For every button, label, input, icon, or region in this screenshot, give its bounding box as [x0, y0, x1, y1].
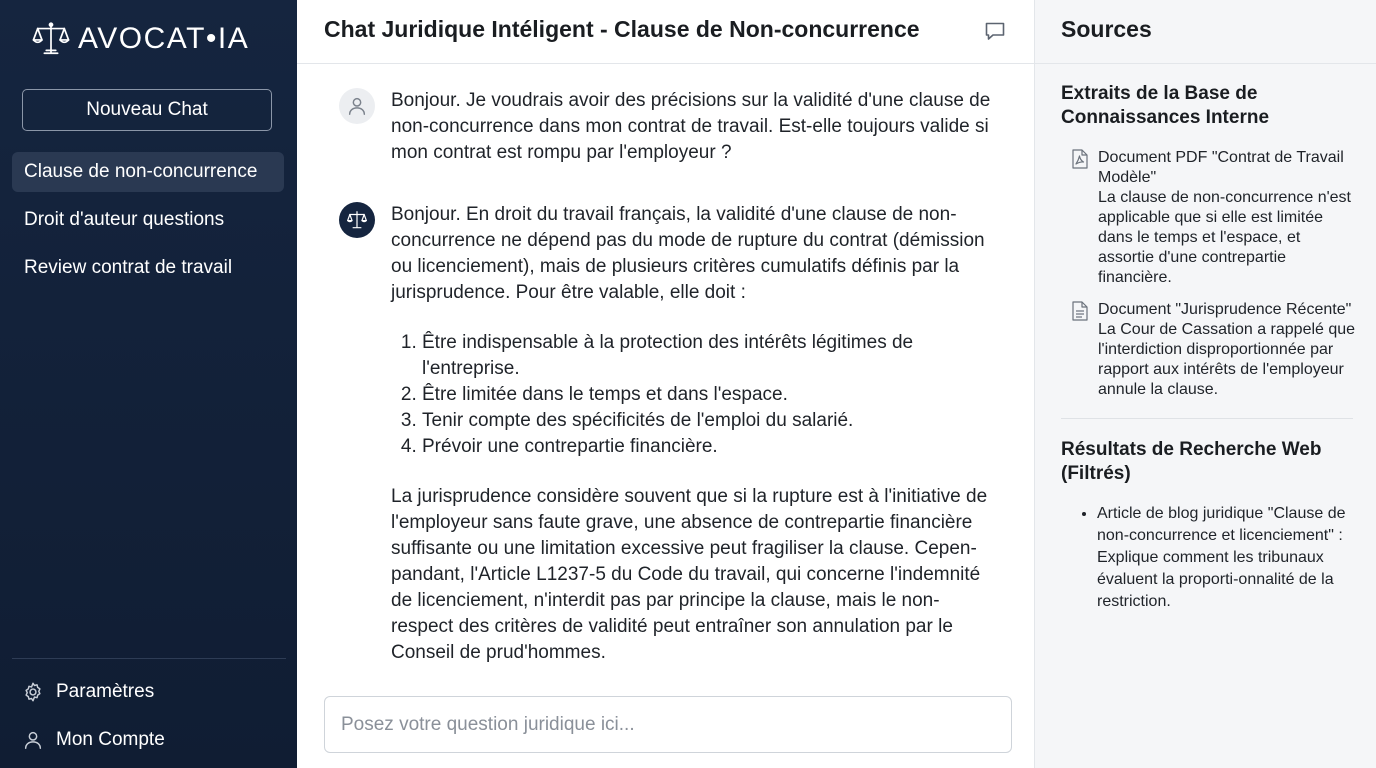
source-item-title: Document PDF "Contrat de Travail Modèle" — [1098, 149, 1344, 186]
web-results-title: Résultats de Recherche Web (Filtrés) — [1061, 439, 1322, 484]
source-item-excerpt: La Cour de Cassation a rappelé que l'interdiction disproportionnée par rapport aux intérêts de l'employeur annule la clause. — [1098, 321, 1356, 398]
assistant-conclusion: La jurisprudence considère souvent que si la rupture est à l'initiative de l'employeur sans faute grave, une absence de contrepartie financière suffisante ou une limitation excessive peut fragiliser la clause. Cepen-pandant, l'Article L1237-5 du Code du travail, qui concerne l'indemnité de licenciement, n'interdit pas par principe la clause, mais le non-respect des critères de validité peut entraîner son annulation par le Conseil de prud'hommes. — [391, 486, 988, 663]
sources-divider — [1061, 418, 1353, 419]
page-title: Chat Juridique Intéligent - Clause de Non-concurrence — [324, 16, 920, 42]
conversation-item-droit-auteur[interactable]: Droit d'auteur questions — [24, 209, 225, 230]
source-item-text — [1098, 148, 1356, 288]
chat-header — [297, 0, 1034, 64]
assistant-avatar — [339, 202, 375, 238]
sidebar — [0, 0, 297, 768]
criteria-item: 3. Tenir compte des spécificités de l'emploi du salarié. — [422, 408, 991, 434]
sources-header — [1035, 0, 1376, 64]
settings-label: Paramètres — [56, 681, 155, 702]
user-icon — [22, 729, 44, 751]
chat-panel — [297, 0, 1034, 768]
conversation-item-non-concurrence[interactable]: Clause de non-concurrence — [12, 152, 284, 192]
user-icon — [346, 95, 368, 117]
source-item-jurisprudence[interactable] — [1071, 300, 1361, 400]
new-chat-button[interactable]: Nouveau Chat — [22, 89, 272, 131]
assistant-message-body — [391, 202, 991, 684]
question-input[interactable] — [325, 697, 1011, 752]
source-item-title: Document "Jurisprudence Récente" — [1098, 301, 1352, 318]
web-result-item[interactable]: • Article de blog juridique "Clause de non-concurrence et licenciement" : Explique comment les tribunaux évaluent la proporti-onnalité de la restriction. — [1097, 503, 1359, 613]
scales-of-justice-icon — [32, 20, 70, 58]
source-item-pdf[interactable] — [1071, 148, 1361, 288]
sidebar-footer — [22, 672, 165, 768]
assistant-intro: Bonjour. En droit du travail français, la validité d'une clause de non-concurrence ne dépend pas du mode de rupture du contrat (démission ou licenciement), mais de plusieurs critères cumulatifs définis par la jurisprudence. Pour être valable, elle doit : — [391, 204, 985, 303]
settings-link[interactable] — [22, 672, 165, 712]
message-list — [297, 64, 1034, 684]
question-input-box — [324, 696, 1012, 753]
conversation-item-contrat-travail[interactable]: Review contrat de travail — [24, 257, 233, 278]
chat-bubble-icon[interactable] — [983, 19, 1007, 43]
pdf-file-icon — [1071, 149, 1089, 169]
criteria-item: 1. Être indispensable à la protection des intérêts légitimes de l'entreprise. — [422, 330, 991, 382]
criteria-list — [422, 330, 991, 460]
internal-kb-title: Extraits de la Base de Connaissances Interne — [1061, 83, 1270, 128]
criteria-item: 4. Prévoir une contrepartie financière. — [422, 434, 991, 460]
scales-of-justice-icon — [346, 209, 368, 231]
user-message — [339, 88, 991, 166]
sources-panel — [1034, 0, 1376, 768]
brand-name: AVOCAT•IA — [78, 22, 250, 55]
web-results-list — [1097, 503, 1359, 613]
source-item-excerpt: La clause de non-concurrence n'est applicable que si elle est limitée dans le temps et l'espace, et assortie d'une contrepartie financière. — [1098, 189, 1351, 286]
gear-icon — [22, 681, 44, 703]
source-item-text — [1098, 300, 1356, 400]
conversation-list — [12, 152, 284, 296]
sources-title: Sources — [1061, 16, 1152, 42]
user-avatar — [339, 88, 375, 124]
account-label: Mon Compte — [56, 729, 165, 750]
sidebar-divider — [12, 658, 286, 659]
user-message-text: Bonjour. Je voudrais avoir des précisions sur la validité d'une clause de non-concurrence dans mon contrat de travail. Est-elle toujours valide si mon contrat est rompu par l'employeur ? — [391, 90, 991, 163]
assistant-message — [339, 202, 991, 684]
document-icon — [1071, 301, 1089, 321]
brand-logo[interactable] — [32, 20, 249, 58]
account-link[interactable] — [22, 720, 165, 760]
criteria-item: 2. Être limitée dans le temps et dans l'espace. — [422, 382, 991, 408]
